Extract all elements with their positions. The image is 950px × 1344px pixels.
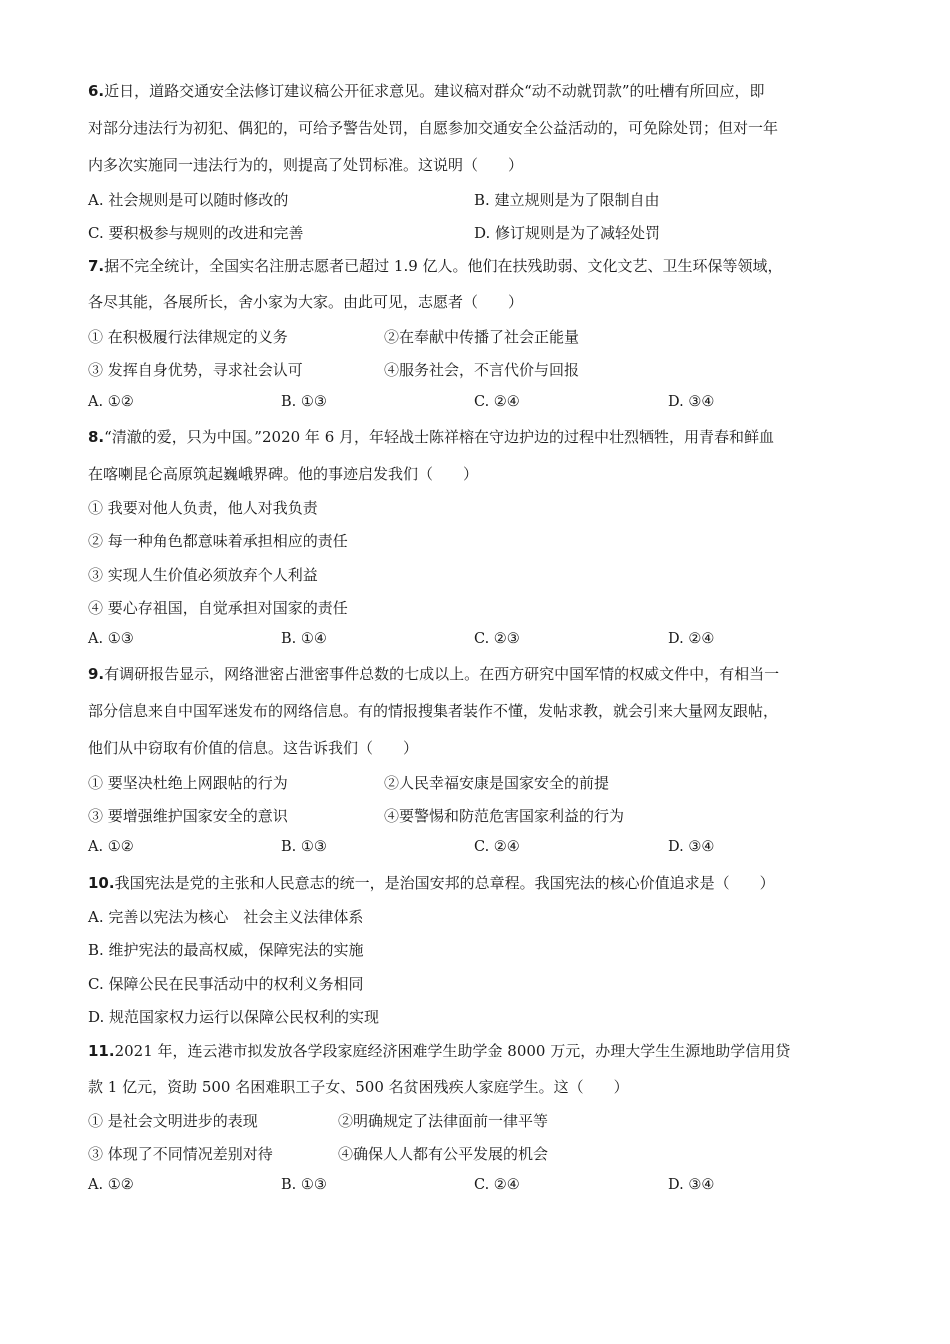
option-b[interactable]: B. ①③ <box>281 839 327 855</box>
option-a[interactable]: A. 社会规则是可以随时修改的 <box>88 191 289 209</box>
question-11-line-1: 11.2021 年，连云港市拟发放各学段家庭经济困难学生助学金 8000 万元，办理大学生生源地助学信用贷 <box>88 1042 791 1060</box>
question-9-line-1: 9.有调研报告显示，网络泄密占泄密事件总数的七成以上。在西方研究中国军情的权威文件中，有相当一 <box>88 665 780 683</box>
statement-2: ② 每一种角色都意味着承担相应的责任 <box>88 532 348 550</box>
statement-4: ④确保人人都有公平发展的机会 <box>338 1145 549 1163</box>
option-d[interactable]: D. ②④ <box>668 631 715 647</box>
option-a[interactable]: A. 完善以宪法为核心 社会主义法律体系 <box>88 908 364 926</box>
question-number: 11. <box>88 1042 115 1060</box>
question-9-line-3: 他们从中窃取有价值的信息。这告诉我们（ ） <box>88 739 419 757</box>
question-7-line-2: 各尽其能，各展所长，舍小家为大家。由此可见，志愿者（ ） <box>88 293 524 311</box>
statement-2: ②在奉献中传播了社会正能量 <box>384 328 580 346</box>
option-b[interactable]: B. 建立规则是为了限制自由 <box>474 191 660 209</box>
option-b[interactable]: B. ①③ <box>281 1177 327 1193</box>
option-b[interactable]: B. ①③ <box>281 394 327 410</box>
option-d[interactable]: D. ③④ <box>668 394 715 410</box>
statement-1: ① 我要对他人负责，他人对我负责 <box>88 499 318 517</box>
question-8-line-1: 8.“清澈的爱，只为中国。”2020 年 6 月，年轻战士陈祥榕在守边护边的过程中壮烈牺牲，用青春和鲜血 <box>88 428 775 446</box>
question-number: 9. <box>88 665 105 683</box>
statement-4: ④ 要心存祖国，自觉承担对国家的责任 <box>88 599 348 617</box>
statement-2: ②明确规定了法律面前一律平等 <box>338 1112 549 1130</box>
option-b[interactable]: B. ①④ <box>281 631 327 647</box>
option-a[interactable]: A. ①② <box>88 839 134 855</box>
statement-3: ③ 发挥自身优势，寻求社会认可 <box>88 361 303 379</box>
option-d[interactable]: D. 修订规则是为了减轻处罚 <box>474 224 661 242</box>
question-10-line-1: 10.我国宪法是党的主张和人民意志的统一，是治国安邦的总章程。我国宪法的核心价值追求是（ ） <box>88 874 775 892</box>
option-a[interactable]: A. ①② <box>88 1177 134 1193</box>
statement-4: ④服务社会，不言代价与回报 <box>384 361 580 379</box>
question-number: 10. <box>88 874 115 892</box>
statement-4: ④要警惕和防范危害国家利益的行为 <box>384 807 625 825</box>
question-number: 6. <box>88 82 105 100</box>
option-d[interactable]: D. ③④ <box>668 1177 715 1193</box>
question-8-line-2: 在喀喇昆仑高原筑起巍峨界碑。他的事迹启发我们（ ） <box>88 465 479 483</box>
question-9-line-2: 部分信息来自中国军迷发布的网络信息。有的情报搜集者装作不懂，发帖求教，就会引来大量网友跟帖， <box>88 702 779 720</box>
question-number: 8. <box>88 428 105 446</box>
statement-1: ① 是社会文明进步的表现 <box>88 1112 258 1130</box>
option-b[interactable]: B. 维护宪法的最高权威，保障宪法的实施 <box>88 941 364 959</box>
statement-1: ① 要坚决杜绝上网跟帖的行为 <box>88 774 288 792</box>
option-c[interactable]: C. ②④ <box>474 1177 520 1193</box>
option-d[interactable]: D. 规范国家权力运行以保障公民权利的实现 <box>88 1008 380 1026</box>
question-number: 7. <box>88 257 105 275</box>
question-6-line-1: 6.近日，道路交通安全法修订建议稿公开征求意见。建议稿对群众“动不动就罚款”的吐槽有所回应，即 <box>88 82 765 100</box>
option-a[interactable]: A. ①③ <box>88 631 134 647</box>
question-11-line-2: 款 1 亿元，资助 500 名困难职工子女、500 名贫困残疾人家庭学生。这（ ） <box>88 1078 629 1096</box>
option-a[interactable]: A. ①② <box>88 394 134 410</box>
statement-2: ②人民幸福安康是国家安全的前提 <box>384 774 610 792</box>
option-c[interactable]: C. 要积极参与规则的改进和完善 <box>88 224 304 242</box>
statement-3: ③ 实现人生价值必须放弃个人利益 <box>88 566 318 584</box>
question-7-line-1: 7.据不完全统计，全国实名注册志愿者已超过 1.9 亿人。他们在扶残助弱、文化文艺、卫生环保等领域， <box>88 257 783 275</box>
option-c[interactable]: C. ②③ <box>474 631 520 647</box>
statement-3: ③ 要增强维护国家安全的意识 <box>88 807 288 825</box>
option-c[interactable]: C. ②④ <box>474 839 520 855</box>
statement-3: ③ 体现了不同情况差别对待 <box>88 1145 273 1163</box>
option-c[interactable]: C. ②④ <box>474 394 520 410</box>
option-c[interactable]: C. 保障公民在民事活动中的权利义务相同 <box>88 975 364 993</box>
statement-1: ① 在积极履行法律规定的义务 <box>88 328 288 346</box>
question-6-line-2: 对部分违法行为初犯、偶犯的，可给予警告处罚，自愿参加交通安全公益活动的，可免除处罚；但对一年 <box>88 119 779 137</box>
question-6-line-3: 内多次实施同一违法行为的，则提高了处罚标准。这说明（ ） <box>88 156 524 174</box>
option-d[interactable]: D. ③④ <box>668 839 715 855</box>
